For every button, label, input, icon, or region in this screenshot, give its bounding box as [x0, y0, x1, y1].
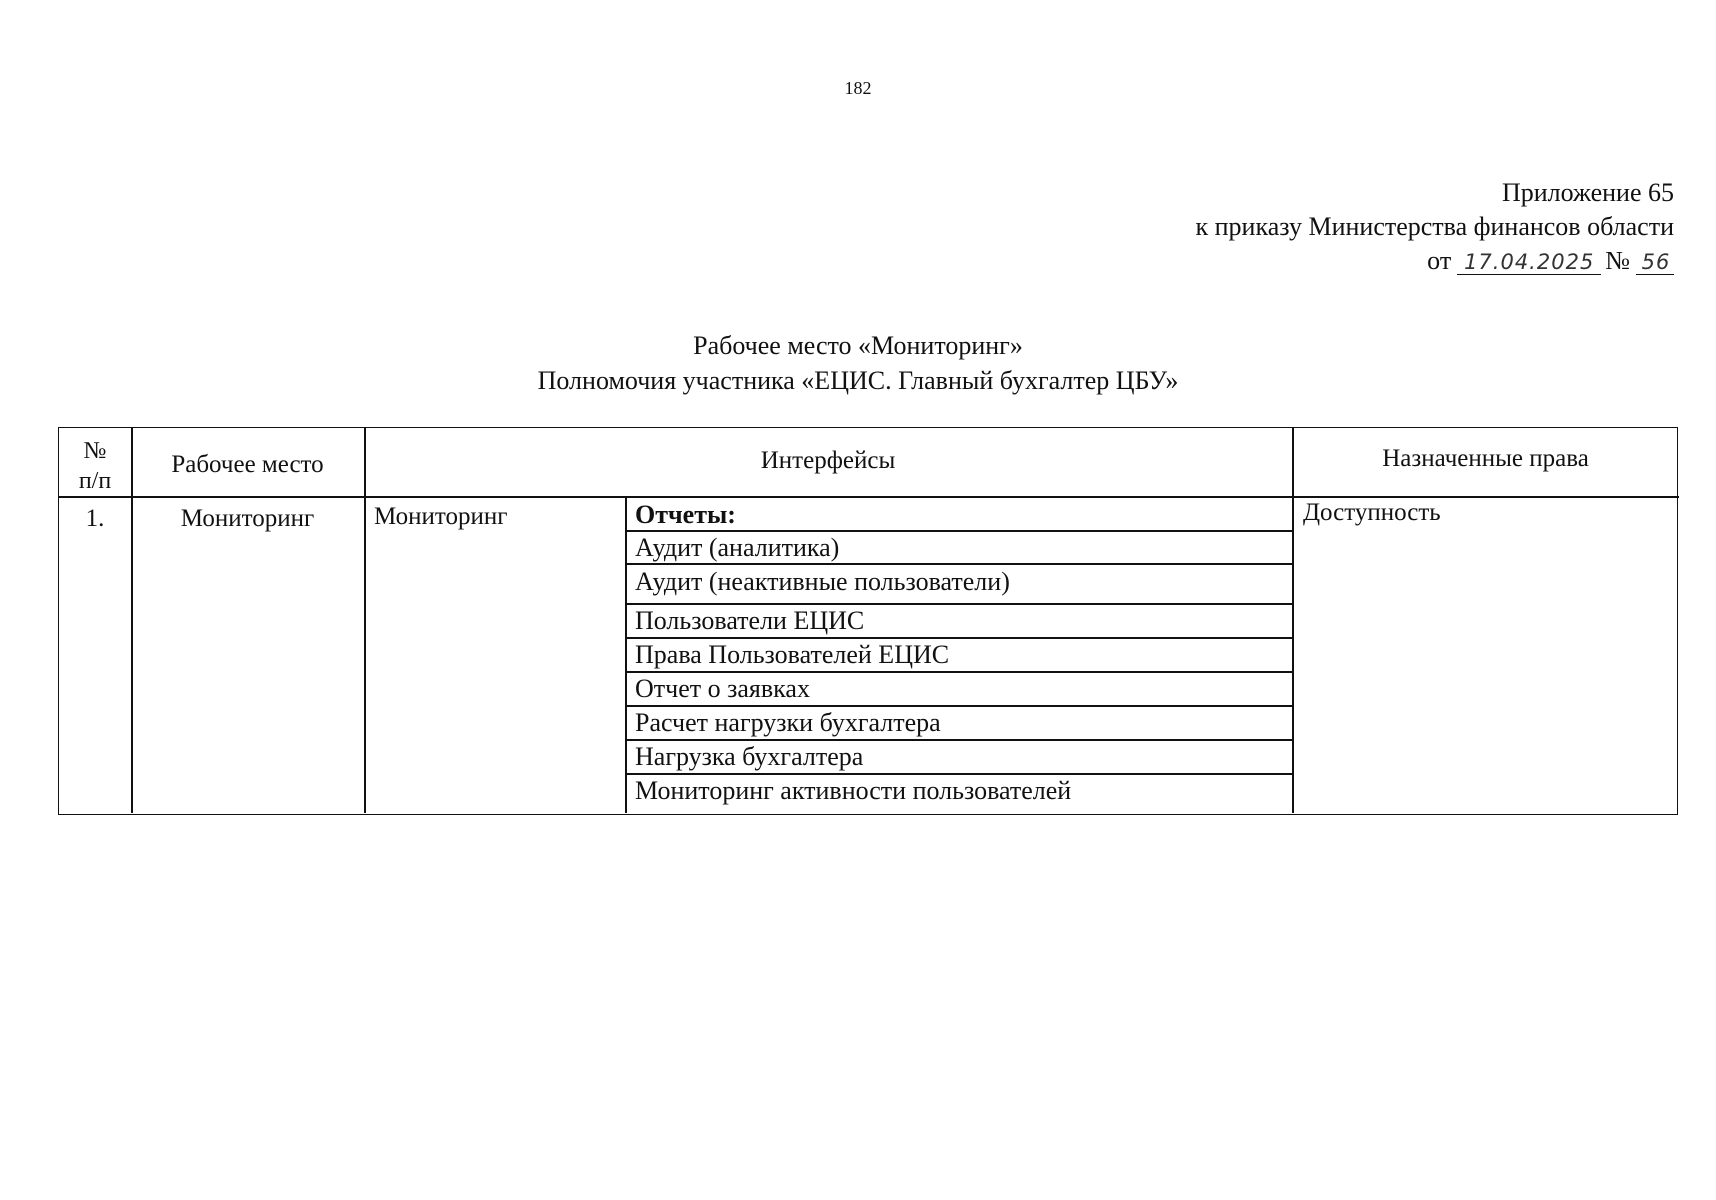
table-col-divider — [364, 428, 366, 813]
table-col-divider — [625, 498, 627, 813]
row-number: 1. — [85, 505, 105, 532]
report-row-divider — [625, 603, 1292, 605]
header-number — [59, 436, 131, 496]
number-sign: № — [1605, 246, 1630, 275]
table-col-divider — [131, 428, 133, 813]
report-item: Пользователи ЕЦИС — [635, 606, 865, 635]
report-item: Аудит (неактивные пользователи) — [635, 567, 1010, 596]
report-item: Нагрузка бухгалтера — [635, 742, 864, 771]
header-number-pp: п/п — [78, 468, 112, 494]
handwritten-number: 56 — [1636, 250, 1674, 275]
table-col-divider — [1292, 428, 1294, 813]
appendix-title: Приложение 65 — [1501, 178, 1674, 207]
appendix-order-reference: к приказу Министерства финансов области — [1195, 212, 1674, 241]
title-authority: Полномочия участника «ЕЦИС. Главный бухгалтер ЦБУ» — [537, 366, 1179, 395]
permissions-table — [58, 427, 1678, 815]
row-rights: Доступность — [1303, 499, 1441, 526]
report-item: Расчет нагрузки бухгалтера — [635, 708, 941, 737]
header-number-sign: № — [83, 438, 107, 464]
report-row-divider — [625, 739, 1292, 741]
report-row-divider — [625, 773, 1292, 775]
row-interface-group: Мониторинг — [374, 503, 508, 530]
title-workplace: Рабочее место «Мониторинг» — [693, 331, 1023, 360]
report-item: Права Пользователей ЕЦИС — [635, 640, 950, 669]
report-item: Отчет о заявках — [635, 674, 810, 703]
page-number: 182 — [844, 78, 872, 98]
appendix-header — [1196, 176, 1675, 278]
report-row-divider — [625, 637, 1292, 639]
report-row-divider — [625, 563, 1292, 565]
header-workplace: Рабочее место — [171, 451, 324, 478]
reports-heading: Отчеты: — [635, 500, 736, 529]
report-row-divider — [625, 530, 1292, 532]
header-rights: Назначенные права — [1382, 445, 1589, 472]
report-row-divider — [625, 705, 1292, 707]
report-item: Мониторинг активности пользователей — [635, 776, 1072, 805]
report-row-divider — [625, 671, 1292, 673]
header-interfaces: Интерфейсы — [760, 447, 896, 474]
from-label: от — [1427, 246, 1452, 275]
appendix-date-line — [1196, 244, 1675, 278]
row-workplace: Мониторинг — [180, 505, 315, 532]
report-item: Аудит (аналитика) — [635, 533, 840, 562]
document-title — [0, 328, 1716, 398]
handwritten-date: 17.04.2025 — [1457, 250, 1601, 275]
